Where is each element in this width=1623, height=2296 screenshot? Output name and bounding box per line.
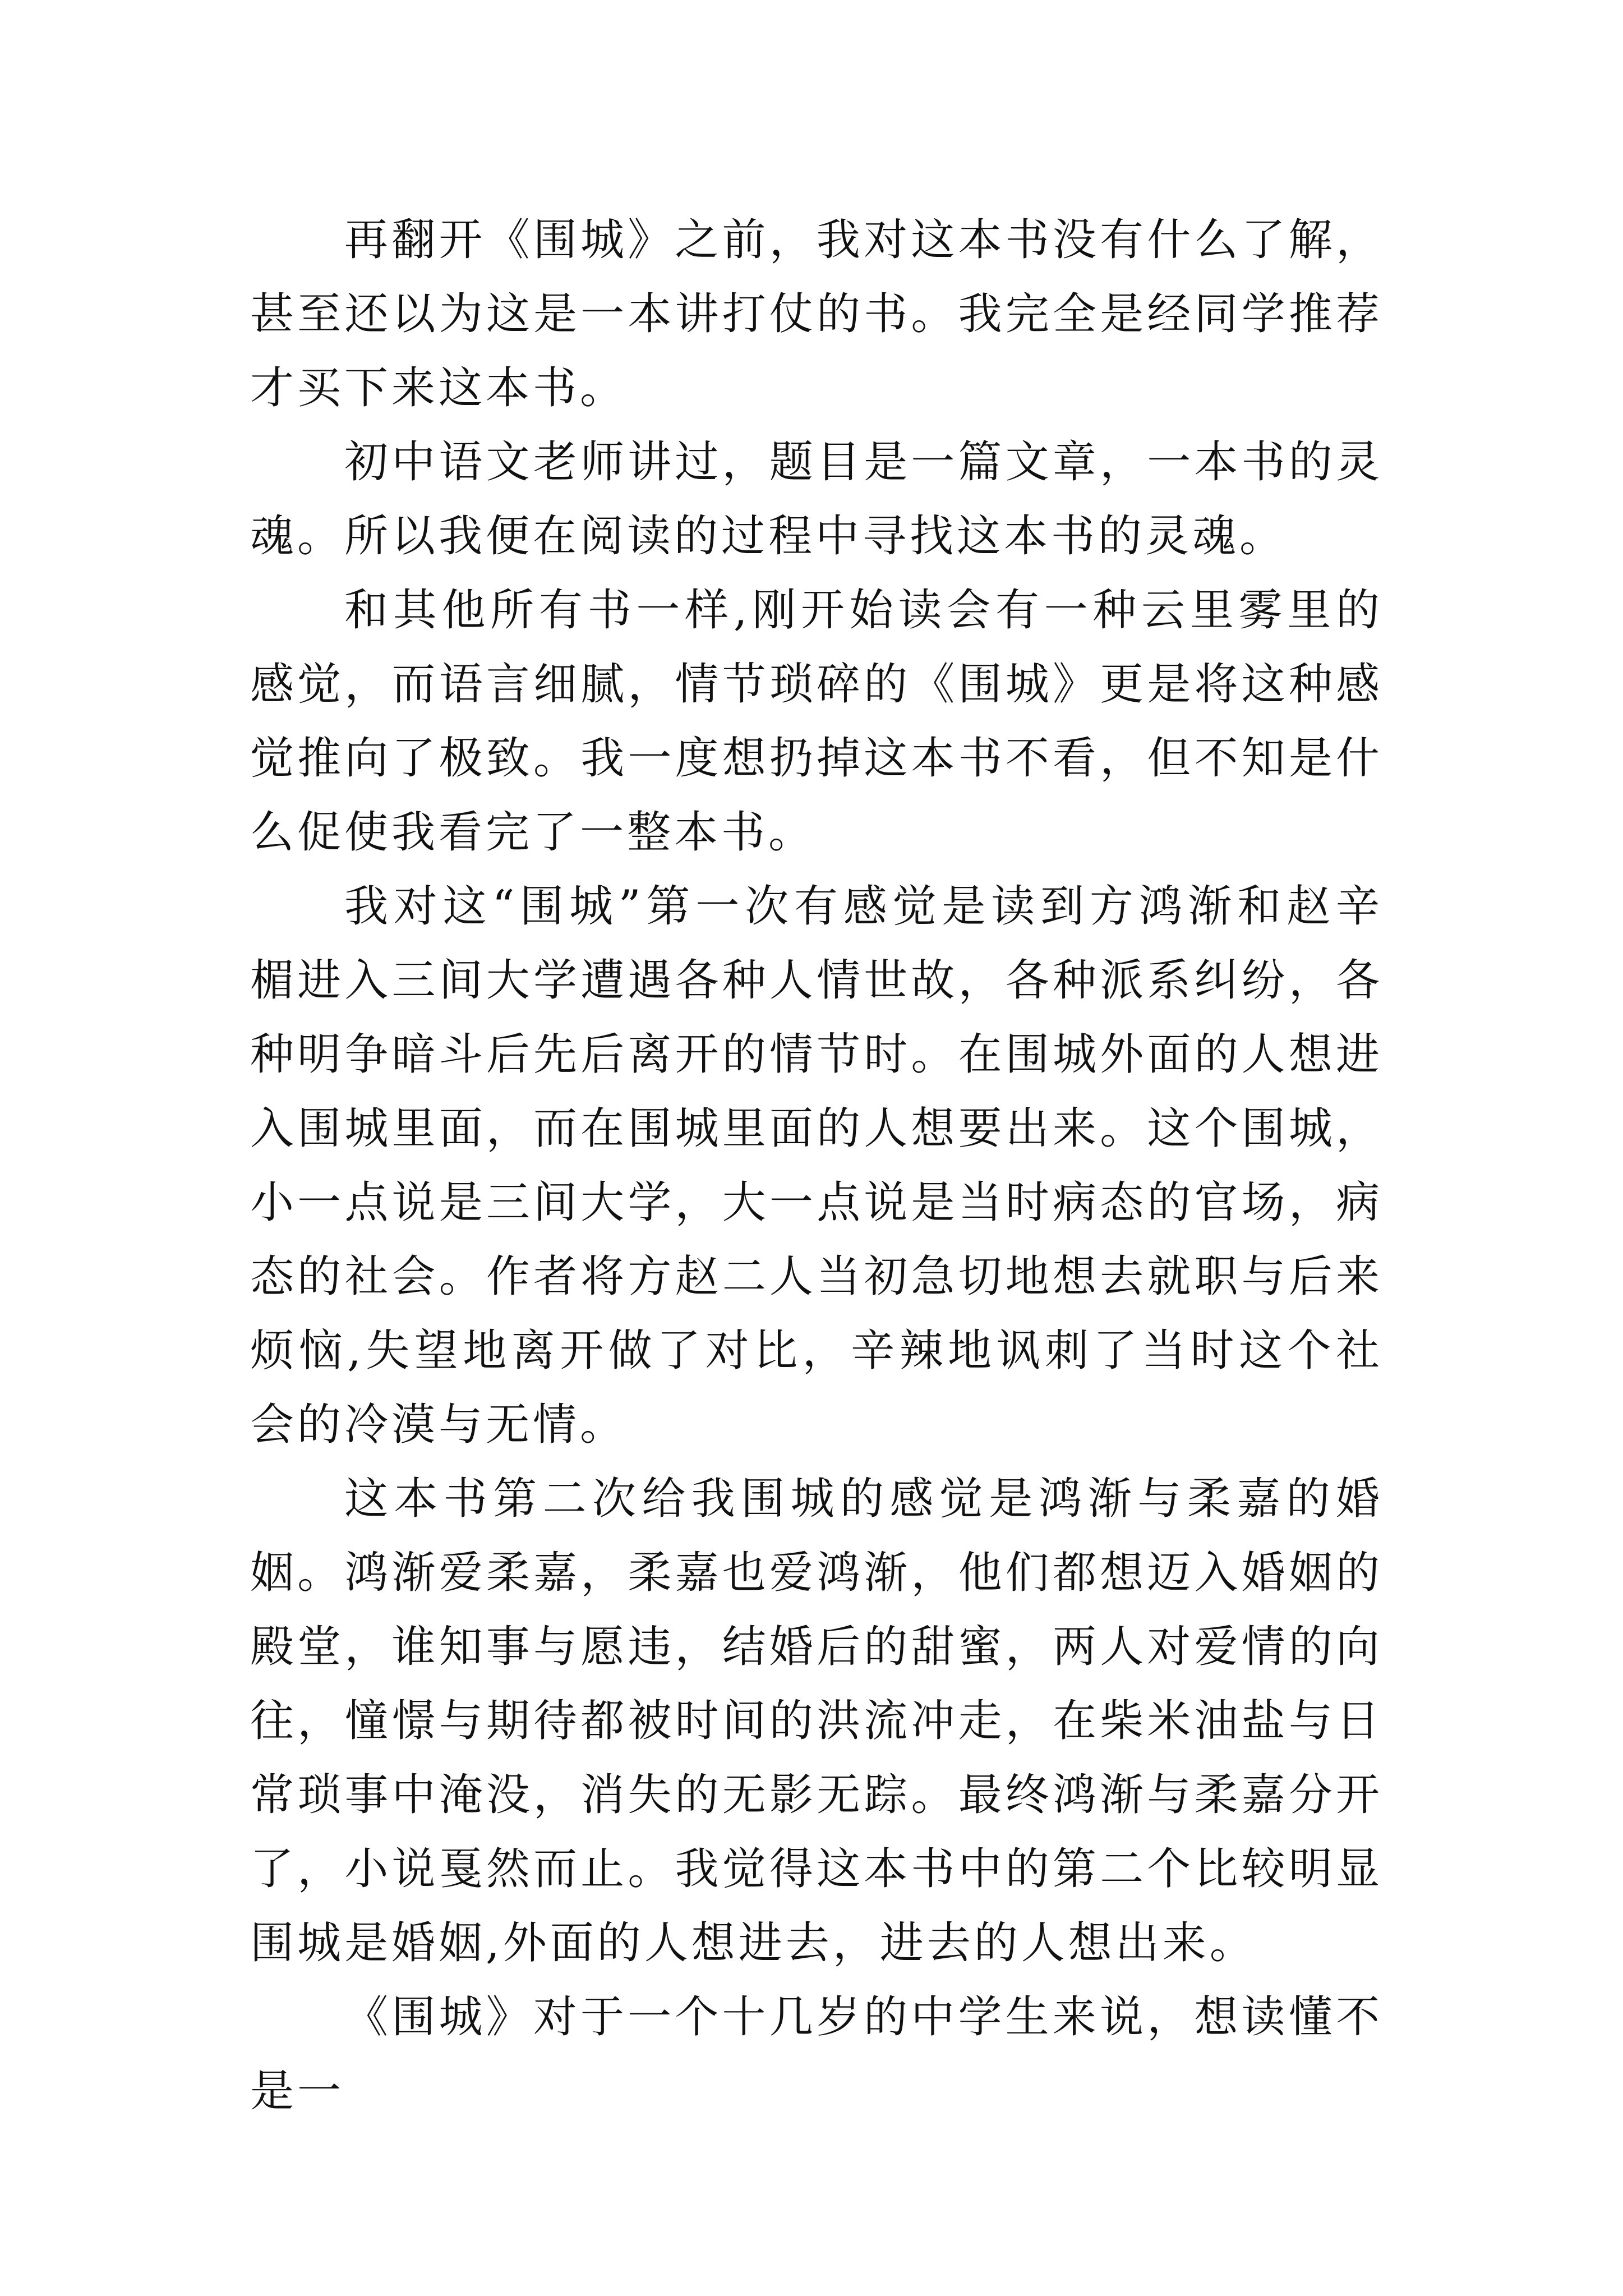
paragraph-6: 《围城》对于一个十几岁的中学生来说，想读懂不是一 [250, 1992, 1383, 2116]
paragraph-1: 再翻开《围城》之前，我对这本书没有什么了解，甚至还以为这是一本讲打仗的书。我完全是经同学推荐才买下来这本书。 [250, 215, 1383, 413]
body-text [250, 203, 1383, 2128]
paragraph-4: 我对这“围城”第一次有感觉是读到方鸿渐和赵辛楣进入三间大学遭遇各种人情世故，各种派系纠纷，各种明争暗斗后先后离开的情节时。在围城外面的人想进入围城里面，而在围城里面的人想要出来。这个围城，小一点说是三间大学，大一点说是当时病态的官场，病态的社会。作者将方赵二人当初急切地想去就职与后来烦恼,失望地离开做了对比，辛辣地讽刺了当时这个社会的冷漠与无情。 [250, 881, 1383, 1450]
paragraph-3: 和其他所有书一样,刚开始读会有一种云里雾里的感觉，而语言细腻，情节琐碎的《围城》更是将这种感觉推向了极致。我一度想扔掉这本书不看，但不知是什么促使我看完了一整本书。 [250, 585, 1383, 858]
paragraph-5: 这本书第二次给我围城的感觉是鸿渐与柔嘉的婚姻。鸿渐爱柔嘉，柔嘉也爱鸿渐，他们都想迈入婚姻的殿堂，谁知事与愿违，结婚后的甜蜜，两人对爱情的向往，憧憬与期待都被时间的洪流冲走，在柴米油盐与日常琐事中淹没，消失的无影无踪。最终鸿渐与柔嘉分开了，小说戛然而止。我觉得这本书中的第二个比较明显围城是婚姻,外面的人想进去，进去的人想出来。 [250, 1474, 1383, 1968]
paragraph-2: 初中语文老师讲过，题目是一篇文章，一本书的灵魂。所以我便在阅读的过程中寻找这本书的灵魂。 [250, 437, 1383, 562]
